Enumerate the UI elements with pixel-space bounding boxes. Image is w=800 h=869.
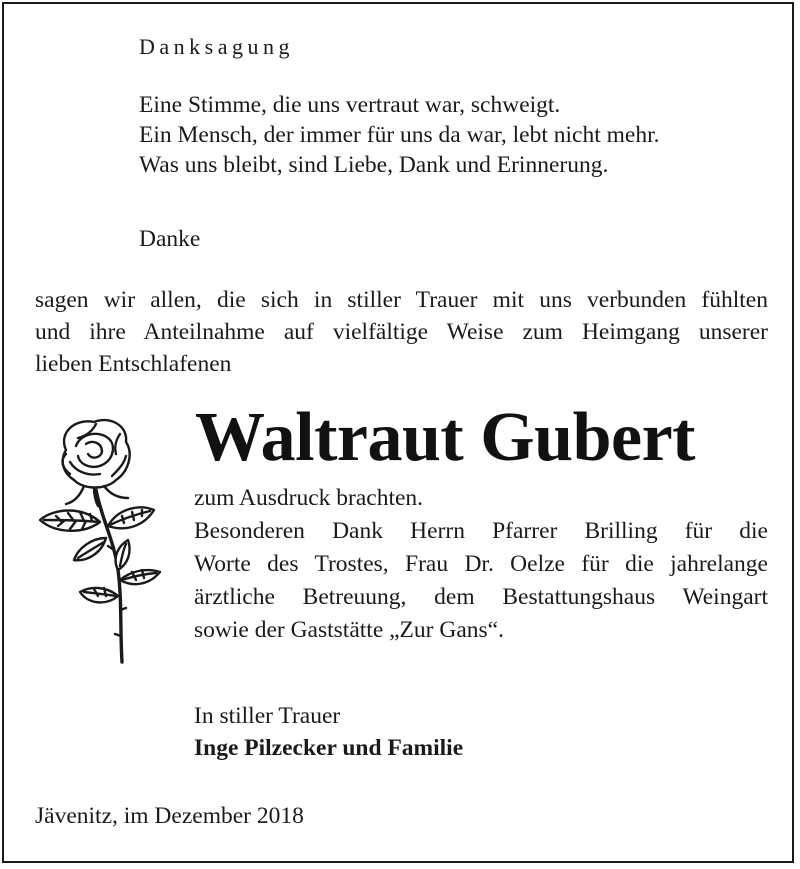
acknowledgement-line: zum Ausdruck brachten.	[194, 485, 424, 511]
rose-icon	[36, 410, 166, 672]
thanks-line: und ihre Anteilnahme auf vielfältige Weise zum Heimgang unserer	[35, 319, 768, 345]
signature: Inge Pilzecker und Familie	[194, 735, 464, 761]
thanks-line: lieben Entschlafenen	[35, 351, 232, 377]
acknowledgement-line: Worte des Trostes, Frau Dr. Oelze für die jahrelange	[194, 551, 768, 577]
verse-line: Was uns bleibt, sind Liebe, Dank und Erinnerung.	[139, 152, 609, 178]
mourning-line: In stiller Trauer	[194, 703, 341, 729]
verse-line: Ein Mensch, der immer für uns da war, lebt nicht mehr.	[139, 122, 660, 148]
verse-line: Eine Stimme, die uns vertraut war, schweigt.	[139, 92, 561, 118]
acknowledgement-block	[194, 482, 768, 647]
verse-block	[139, 90, 660, 180]
deceased-name: Waltraut Gubert	[195, 399, 695, 476]
notice-heading: Danksagung	[139, 34, 294, 59]
thanks-line: sagen wir allen, die sich in stiller Trauer mit uns verbunden fühlten	[35, 287, 768, 313]
place-date: Jävenitz, im Dezember 2018	[35, 803, 304, 829]
danke-text: Danke	[139, 226, 201, 252]
thanks-paragraph	[35, 284, 768, 380]
acknowledgement-line: sowie der Gaststätte „Zur Gans“.	[194, 617, 504, 643]
acknowledgement-line: Besonderen Dank Herrn Pfarrer Brilling für die	[194, 518, 768, 544]
acknowledgement-line: ärztliche Betreuung, dem Bestattungshaus Weingart	[194, 584, 768, 610]
